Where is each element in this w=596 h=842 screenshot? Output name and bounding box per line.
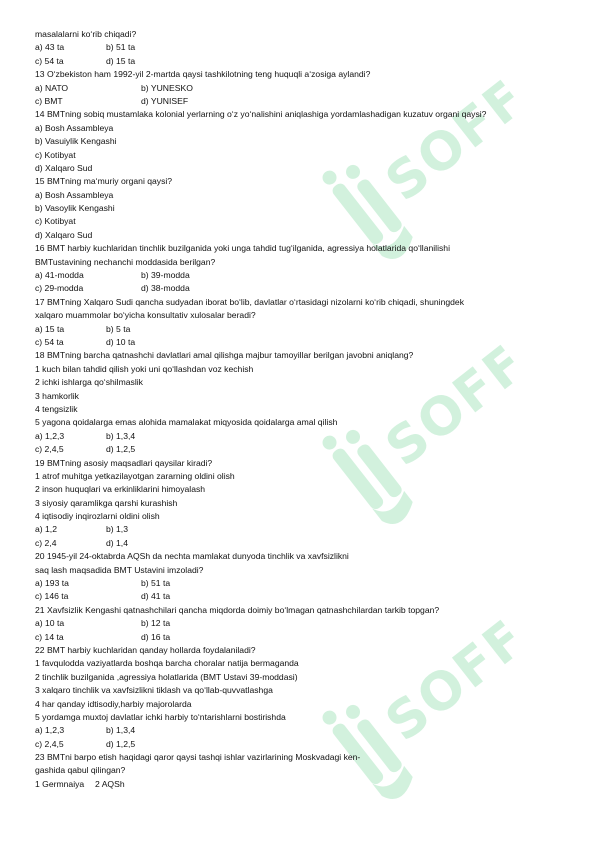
text-line: 5 yagona qoidalarga emas alohida mamalakat miqyosida qoidalarga amal qilish <box>35 417 338 428</box>
answer-options-row <box>35 95 575 108</box>
answer-options-row <box>35 617 575 630</box>
text-line: 13 O‘zbekiston ham 1992-yil 2-martda qaysi tashkilotning teng huquqli a‘zosiga aylandi? <box>35 69 371 80</box>
answer-options-row <box>35 55 575 68</box>
answer-options-row <box>35 41 575 54</box>
answer-options-row <box>35 778 575 791</box>
answer-option: a) 193 ta <box>35 578 69 589</box>
answer-options-row <box>35 336 575 349</box>
answer-option: d) 41 ta <box>141 591 171 602</box>
text-line: 4 har qanday idtisodiy,harbiy majorolarda <box>35 698 192 709</box>
document-text <box>35 28 575 791</box>
answer-option: d) 1,2,5 <box>106 444 136 455</box>
answer-options-row <box>35 323 575 336</box>
answer-option: c) BMT <box>35 95 63 106</box>
text-line: 23 BMTni barpo etish haqidagi qaror qaysi tashqi ishlar vazirlarining Moskvadagi ken- <box>35 752 361 763</box>
answer-option: a) 41-modda <box>35 270 84 281</box>
answer-option: c) 54 ta <box>35 55 64 66</box>
answer-option: d) YUNISEF <box>141 95 189 106</box>
answer-option: b) 1,3 <box>106 524 128 535</box>
answer-option: c) 2,4 <box>35 537 57 548</box>
answer-option: c) 2,4,5 <box>35 444 64 455</box>
answer-option: b) 51 ta <box>141 578 171 589</box>
answer-option: d) 38-modda <box>141 283 190 294</box>
answer-option: c) 54 ta <box>35 336 64 347</box>
answer-option: d) 15 ta <box>106 55 136 66</box>
answer-option: d) 1,2,5 <box>106 738 136 749</box>
text-line: 18 BMTning barcha qatnashchi davlatlari amal qilishga majbur tamoyillar berilgan javobni aniqlang? <box>35 350 414 361</box>
text-line: 5 yordamga muxtoj davlatlar ichki harbiy to‘ntarishlarni bostirishda <box>35 711 286 722</box>
answer-options-row <box>35 269 575 282</box>
answer-option: d) 1,4 <box>106 537 128 548</box>
answer-option: c) 14 ta <box>35 631 64 642</box>
text-line: 1 favqulodda vaziyatlarda boshqa barcha choralar natija bermaganda <box>35 658 299 669</box>
text-line: 17 BMTning Xalqaro Sudi qancha sudyadan iborat bo‘lib, davlatlar o‘rtasidagi nizolarni ko‘rib chiqadi, shuningdek <box>35 296 464 307</box>
text-line: saq lash maqsadida BMT Ustavini imzoladi? <box>35 564 204 575</box>
answer-option: a) 10 ta <box>35 618 65 629</box>
answer-option: 2 AQSh <box>95 778 125 789</box>
text-line: xalqaro muammolar bo‘yicha konsultativ xulosalar beradi? <box>35 310 256 321</box>
text-line: 2 tinchlik buzilganida ,agressiya holatlarida (BMT Ustavi 39-moddasi) <box>35 671 298 682</box>
text-line: masalalarni ko‘rib chiqadi? <box>35 29 137 39</box>
text-line: 3 hamkorlik <box>35 390 79 401</box>
answer-option: b) YUNESKO <box>141 82 193 93</box>
answer-option: c) 146 ta <box>35 591 69 602</box>
watermark-text: SOFF <box>375 67 539 214</box>
answer-option: a) NATO <box>35 82 69 93</box>
answer-options-row <box>35 631 575 644</box>
answer-option: c) 29-modda <box>35 283 84 294</box>
answer-option: b) 51 ta <box>106 42 136 53</box>
answer-option: c) 2,4,5 <box>35 738 64 749</box>
text-line: a) Bosh Assambleya <box>35 122 114 133</box>
answer-options-row <box>35 724 575 737</box>
text-line: 1 atrof muhitga yetkazilayotgan zararning oldini olish <box>35 470 235 481</box>
answer-options-row <box>35 738 575 751</box>
text-line: 4 tengsizlik <box>35 403 78 414</box>
answer-option: b) 1,3,4 <box>106 430 136 441</box>
answer-option: a) 43 ta <box>35 42 65 53</box>
text-line: d) Xalqaro Sud <box>35 229 93 240</box>
text-line: b) Vasoylik Kengashi <box>35 203 115 214</box>
answer-option: a) 1,2,3 <box>35 725 65 736</box>
watermark-text: SOFF <box>375 607 539 754</box>
text-line: c) Kotibyat <box>35 216 76 227</box>
text-line: c) Kotibyat <box>35 149 76 160</box>
answer-option: b) 5 ta <box>106 323 131 334</box>
answer-options-row <box>35 577 575 590</box>
watermark-text: SOFF <box>375 332 539 479</box>
answer-options-row <box>35 537 575 550</box>
text-line: 4 iqtisodiy inqirozlarni oldini olish <box>35 511 160 522</box>
text-line: 21 Xavfsizlik Kengashi qatnashchilari qancha miqdorda doimiy bo‘lmagan qatnashchilardan tarkib topgan? <box>35 604 440 615</box>
answer-option: 1 Germnaiya <box>35 778 85 789</box>
text-line: BMTustavining nechanchi moddasida berilgan? <box>35 256 216 267</box>
answer-options-row <box>35 443 575 456</box>
answer-options-row <box>35 430 575 443</box>
text-line: 2 ichki ishlarga qo‘shilmaslik <box>35 377 143 388</box>
answer-option: a) 1,2 <box>35 524 57 535</box>
text-line: 15 BMTning ma‘muriy organi qaysi? <box>35 176 173 187</box>
text-line: d) Xalqaro Sud <box>35 162 93 173</box>
text-line: gashida qabul qilingan? <box>35 765 126 776</box>
text-line: 19 BMTning asosiy maqsadlari qaysilar kiradi? <box>35 457 213 468</box>
answer-option: a) 15 ta <box>35 323 65 334</box>
answer-option: b) 1,3,4 <box>106 725 136 736</box>
text-line: 2 inson huquqlari va erkinliklarini himoyalash <box>35 484 206 495</box>
answer-option: b) 39-modda <box>141 270 190 281</box>
text-line: 14 BMTning sobiq mustamlaka kolonial yerlarning o‘z yo‘nalishini aniqlashiga yordamlashadigan kuzatuv organi qaysi? <box>35 109 487 120</box>
text-line: a) Bosh Assambleya <box>35 189 114 200</box>
answer-options-row <box>35 282 575 295</box>
text-line: b) Vasuiylik Kengashi <box>35 136 117 147</box>
answer-option: d) 16 ta <box>141 631 171 642</box>
answer-option: d) 10 ta <box>106 336 136 347</box>
answer-option: b) 12 ta <box>141 618 171 629</box>
text-line: 16 BMT harbiy kuchlaridan tinchlik buzilganida yoki unga tahdid tug‘ilganida, agressiya holatlarida qo‘llanilishi <box>35 243 450 254</box>
text-line: 22 BMT harbiy kuchlaridan qanday hollarda foydalaniladi? <box>35 644 256 655</box>
text-line: 3 xalqaro tinchlik va xavfsizlikni tiklash va qo‘llab-quvvatlashga <box>35 685 273 696</box>
answer-option: a) 1,2,3 <box>35 430 65 441</box>
answer-options-row <box>35 590 575 603</box>
answer-options-row <box>35 523 575 536</box>
text-line: 3 siyosiy qaramlikga qarshi kurashish <box>35 497 178 508</box>
text-line: 20 1945-yil 24-oktabrda AQSh da nechta mamlakat dunyoda tinchlik va xavfsizlikni <box>35 551 349 562</box>
text-line: 1 kuch bilan tahdid qilish yoki uni qo‘llashdan voz kechish <box>35 363 254 374</box>
answer-options-row <box>35 82 575 95</box>
